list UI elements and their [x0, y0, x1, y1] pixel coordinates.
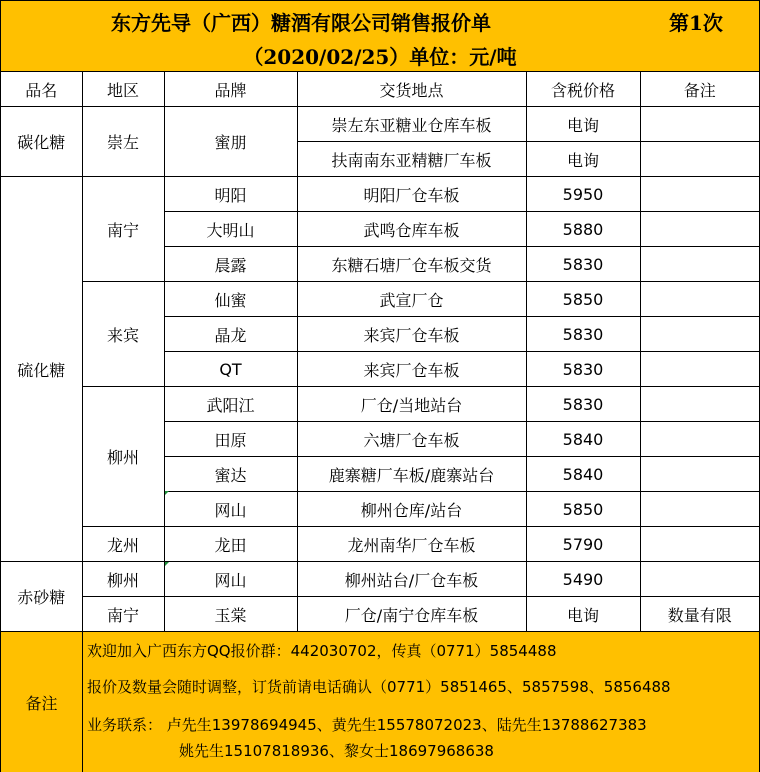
column-header: 地区 — [82, 72, 164, 107]
location-cell: 来宾厂仓车板 — [297, 317, 526, 352]
price-cell: 5840 — [526, 457, 640, 492]
column-header: 含税价格 — [526, 72, 640, 107]
cell-comment-marker — [165, 562, 169, 566]
table-row — [1, 527, 759, 562]
price-cell: 5950 — [526, 177, 640, 212]
price-cell: 5850 — [526, 282, 640, 317]
location-cell: 厂仓/当地站台 — [297, 387, 526, 422]
note-cell — [640, 142, 759, 177]
table-row — [1, 387, 759, 422]
table-row — [1, 107, 759, 142]
location-cell: 龙州南华厂仓车板 — [297, 527, 526, 562]
brand-cell: 网山 — [164, 562, 297, 597]
location-cell: 来宾厂仓车板 — [297, 352, 526, 387]
note-cell — [640, 177, 759, 212]
column-header: 交货地点 — [297, 72, 526, 107]
location-cell: 武宣厂仓 — [297, 282, 526, 317]
note-cell — [640, 282, 759, 317]
brand-cell: 龙田 — [164, 527, 297, 562]
location-cell: 厂仓/南宁仓库车板 — [297, 597, 526, 632]
location-cell: 明阳厂仓车板 — [297, 177, 526, 212]
table-row — [1, 562, 759, 597]
remarks-qq-fax: 欢迎加入广西东方QQ报价群：442030702，传真（0771）5854488 — [87, 642, 557, 660]
brand-cell: 蜜朋 — [164, 107, 297, 177]
price-cell: 电询 — [526, 142, 640, 177]
remarks-contacts: 业务联系： 卢先生13978694945、黄先生15578072023、陆先生13788627383 — [87, 716, 647, 734]
brand-cell: 晶龙 — [164, 317, 297, 352]
price-cell: 5830 — [526, 387, 640, 422]
price-cell: 5490 — [526, 562, 640, 597]
location-cell: 武鸣仓库车板 — [297, 212, 526, 247]
region-cell: 南宁 — [82, 597, 164, 632]
price-table — [1, 72, 759, 632]
brand-cell: 仙蜜 — [164, 282, 297, 317]
column-header: 品牌 — [164, 72, 297, 107]
location-cell: 柳州仓库/站台 — [297, 492, 526, 527]
sheet-title: 东方先导（广西）糖酒有限公司销售报价单 — [111, 11, 491, 35]
brand-cell: QT — [164, 352, 297, 387]
brand-cell: 晨露 — [164, 247, 297, 282]
price-cell: 5790 — [526, 527, 640, 562]
note-cell — [640, 247, 759, 282]
location-cell: 扶南南东亚精糖厂车板 — [297, 142, 526, 177]
column-header: 备注 — [640, 72, 759, 107]
region-cell: 柳州 — [82, 387, 164, 527]
remarks-contacts-continued: 姚先生15107818936、黎女士18697968638 — [179, 742, 494, 760]
price-cell: 电询 — [526, 107, 640, 142]
price-cell: 5830 — [526, 317, 640, 352]
product-cell: 硫化糖 — [1, 177, 82, 562]
region-cell: 龙州 — [82, 527, 164, 562]
region-cell: 崇左 — [82, 107, 164, 177]
brand-cell: 网山 — [164, 492, 297, 527]
sheet-header — [1, 1, 759, 72]
price-cell: 5830 — [526, 247, 640, 282]
note-cell — [640, 527, 759, 562]
sheet-sequence: 第1次 — [669, 11, 723, 35]
location-cell: 鹿寨糖厂车板/鹿寨站台 — [297, 457, 526, 492]
table-row — [1, 597, 759, 632]
brand-cell: 武阳江 — [164, 387, 297, 422]
sheet-subtitle: （2020/02/25）单位：元/吨 — [243, 45, 517, 69]
note-cell — [640, 107, 759, 142]
column-header: 品名 — [1, 72, 82, 107]
price-cell: 5830 — [526, 352, 640, 387]
brand-cell: 玉棠 — [164, 597, 297, 632]
brand-cell: 明阳 — [164, 177, 297, 212]
cell-comment-marker — [165, 491, 169, 495]
note-cell: 数量有限 — [640, 597, 759, 632]
note-cell — [640, 387, 759, 422]
remarks-price-notice: 报价及数量会随时调整，订货前请电话确认（0771）5851465、5857598、5856488 — [87, 678, 671, 696]
note-cell — [640, 422, 759, 457]
brand-cell: 田原 — [164, 422, 297, 457]
remarks-section — [1, 631, 759, 772]
note-cell — [640, 457, 759, 492]
price-cell: 5840 — [526, 422, 640, 457]
brand-cell: 蜜达 — [164, 457, 297, 492]
region-cell: 来宾 — [82, 282, 164, 387]
location-cell: 崇左东亚糖业仓库车板 — [297, 107, 526, 142]
note-cell — [640, 492, 759, 527]
product-cell: 赤砂糖 — [1, 562, 82, 632]
note-cell — [640, 352, 759, 387]
location-cell: 柳州站台/厂仓车板 — [297, 562, 526, 597]
region-cell: 柳州 — [82, 562, 164, 597]
price-cell: 电询 — [526, 597, 640, 632]
location-cell: 东糖石塘厂仓车板交货 — [297, 247, 526, 282]
region-cell: 南宁 — [82, 177, 164, 282]
brand-cell: 大明山 — [164, 212, 297, 247]
note-cell — [640, 317, 759, 352]
price-cell: 5880 — [526, 212, 640, 247]
price-cell: 5850 — [526, 492, 640, 527]
table-header-row — [1, 72, 759, 107]
product-cell: 碳化糖 — [1, 107, 82, 177]
note-cell — [640, 562, 759, 597]
remarks-label: 备注 — [1, 632, 83, 772]
table-row — [1, 282, 759, 317]
location-cell: 六塘厂仓车板 — [297, 422, 526, 457]
table-row — [1, 177, 759, 212]
note-cell — [640, 212, 759, 247]
